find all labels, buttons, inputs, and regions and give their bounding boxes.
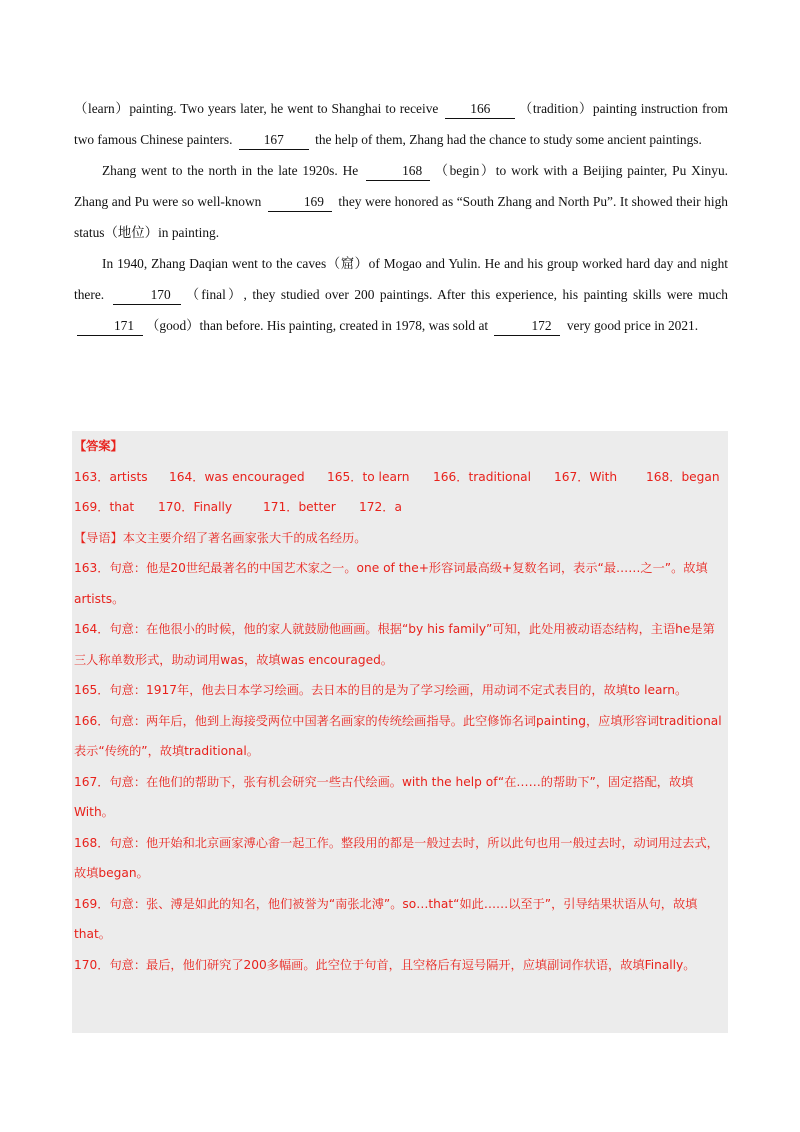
reading-passage (74, 93, 728, 341)
passage-text: （begin）to work with a Beijing painter, Pu Xinyu. Zhang and Pu were so well-known (74, 163, 728, 209)
passage-text: （final）, they studied over 200 paintings. After this experience, his painting skills were much (183, 287, 728, 302)
answer-row-1 (74, 462, 726, 493)
blank-168[interactable]: 168 (366, 162, 430, 181)
passage-text: （learn）painting. Two years later, he went to Shanghai to receive (74, 101, 443, 116)
answer-section (72, 431, 728, 1033)
answer-163: 163．artists (74, 469, 148, 484)
explanation-164: 164．句意：在他很小的时候，他的家人就鼓励他画画。根据“by his family”可知，此处用被动语态结构，主语he是第三人称单数形式，助动词用was，故填was encouraged。 (74, 622, 715, 667)
explanation-169: 169．句意：张、溥是如此的知名，他们被誉为“南张北溥”。so…that“如此……以至于”，引导结果状语从句，故填that。 (74, 896, 698, 941)
passage-text: （tradition）painting instruction from two famous Chinese painters. (74, 101, 728, 147)
explanation-165: 165．句意：1917年，他去日本学习绘画。去日本的目的是为了学习绘画，用动词不定式表目的，故填to learn。 (74, 683, 688, 697)
answer-167: 167．With (554, 469, 618, 484)
answer-intro: 【导语】本文主要介绍了著名画家张大千的成名经历。 (74, 530, 367, 545)
answer-169: 169．that (74, 500, 135, 514)
passage-text: Zhang went to the north in the late 1920s. He (102, 163, 364, 178)
blank-171[interactable]: 171 (77, 317, 143, 336)
passage-paragraph-2 (74, 155, 728, 248)
blank-167[interactable]: 167 (239, 131, 309, 150)
passage-text: the help of them, Zhang had the chance to study some ancient paintings. (311, 132, 702, 147)
passage-text: （good）than before. His painting, created in 1978, was sold at (146, 318, 492, 333)
explanation-167: 167．句意：在他们的帮助下，张有机会研究一些古代绘画。with the help of“在……的帮助下”，固定搭配，故填With。 (74, 774, 694, 819)
explanation-168: 168．句意：他开始和北京画家溥心畬一起工作。整段用的都是一般过去时，所以此句也用一般过去时，动词用过去式，故填began。 (74, 835, 719, 880)
answer-170: 170．Finally (158, 500, 233, 514)
answer-165: 165．to learn (327, 469, 410, 484)
blank-170[interactable]: 170 (113, 286, 181, 305)
passage-text: they were honored as “South Zhang and North Pu”. It showed their high status（地位）in painting. (74, 194, 728, 240)
answer-166: 166．traditional (433, 469, 532, 484)
answer-168: 168．began (646, 469, 720, 484)
passage-text: In 1940, Zhang Daqian went to the caves（窟）of Mogao and Yulin. He and his group worked hard day and night there. (74, 256, 728, 302)
passage-text: very good price in 2021. (563, 318, 699, 333)
blank-169[interactable]: 169 (268, 193, 332, 212)
explanation-170: 170．句意：最后，他们研究了200多幅画。此空位于句首，且空格后有逗号隔开，应填副词作状语，故填Finally。 (74, 957, 696, 972)
blank-166[interactable]: 166 (445, 100, 515, 119)
explanation-163: 163．句意：他是20世纪最著名的中国艺术家之一。one of the+形容词最高级+复数名词，表示“最……之一”。故填artists。 (74, 561, 708, 606)
answer-row-2 (74, 492, 726, 523)
passage-paragraph-1 (74, 93, 728, 155)
passage-paragraph-3 (74, 248, 728, 341)
explanation-166: 166．句意：两年后，他到上海接受两位中国著名画家的传统绘画指导。此空修饰名词painting，应填形容词traditional表示“传统的”，故填traditional。 (74, 713, 722, 758)
answer-heading: 【答案】 (74, 439, 123, 453)
answer-172: 172．a (359, 500, 402, 514)
blank-172[interactable]: 172 (494, 317, 560, 336)
answer-171: 171．better (263, 500, 336, 514)
answer-164: 164．was encouraged (169, 469, 305, 484)
